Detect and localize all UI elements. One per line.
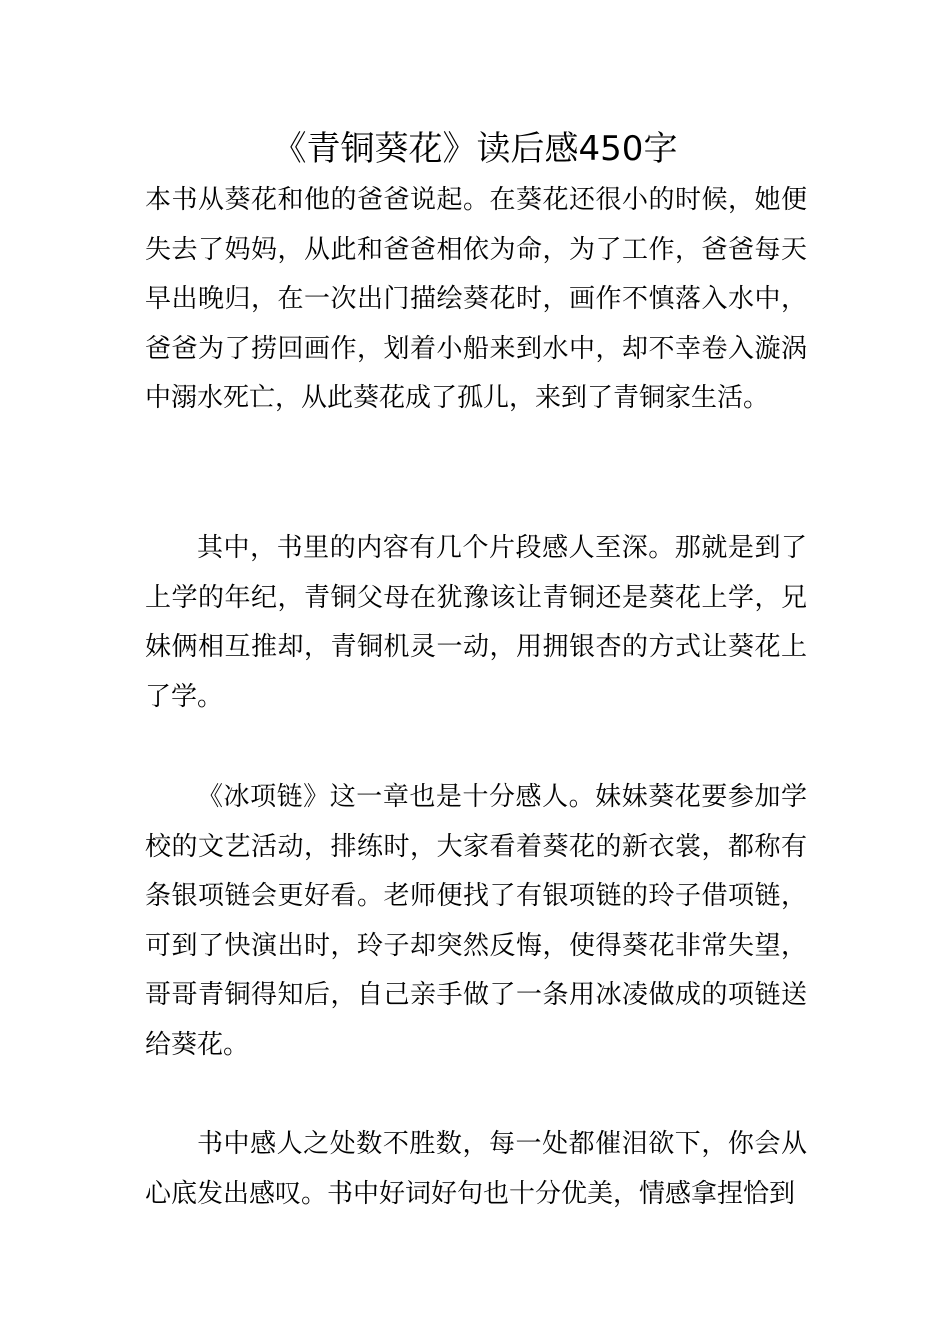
paragraph-1: 本书从葵花和他的爸爸说起。在葵花还很小的时候，她便失去了妈妈，从此和爸爸相依为命，为了工作，爸爸每天早出晚归，在一次出门描绘葵花时，画作不慎落入水中，爸爸为了捞回画作，划着小船来到水中，却不幸卷入漩涡中溺水死亡，从此葵花成了孤儿，来到了青铜家生活。 bbox=[145, 185, 807, 413]
paragraph-4: 书中感人之处数不胜数，每一处都催泪欲下，你会从心底发出感叹。书中好词好句也十分优美，情感拿捏恰到 bbox=[145, 1129, 807, 1209]
document-title: 《青铜葵花》读后感450字 bbox=[272, 129, 678, 169]
paragraph-3: 《冰项链》这一章也是十分感人。妹妹葵花要参加学校的文艺活动，排练时，大家看着葵花的新衣裳，都称有条银项链会更好看。老师便找了有银项链的玲子借项链，可到了快演出时，玲子却突然反悔，使得葵花非常失望，哥哥青铜得知后，自己亲手做了一条用冰凌做成的项链送给葵花。 bbox=[145, 782, 807, 1060]
paragraph-2: 其中，书里的内容有几个片段感人至深。那就是到了上学的年纪，青铜父母在犹豫该让青铜还是葵花上学，兄妹俩相互推却，青铜机灵一动，用拥银杏的方式让葵花上了学。 bbox=[145, 533, 807, 712]
